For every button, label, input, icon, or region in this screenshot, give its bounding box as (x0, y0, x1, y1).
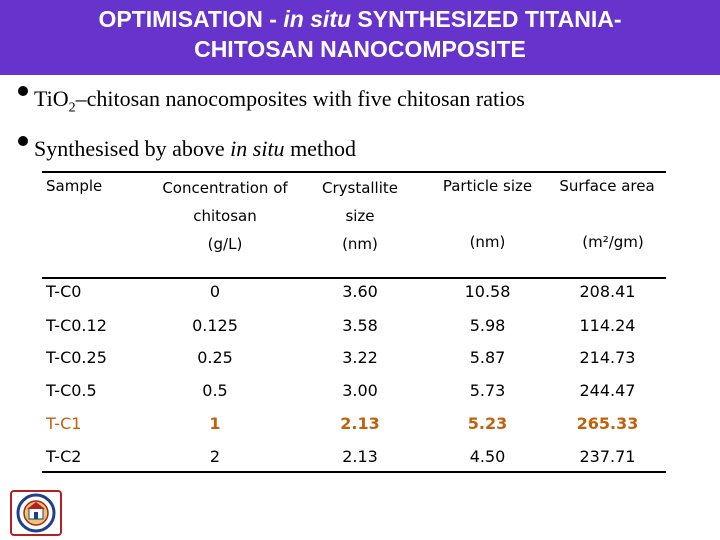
cell-concentration: 0.5 (202, 381, 228, 400)
cell-concentration: 0.25 (197, 348, 233, 367)
cell-sample: T-C0 (46, 282, 82, 301)
cell-concentration: 0.125 (192, 316, 238, 335)
header-sample: Sample (46, 177, 103, 195)
cell-crystallite-highlighted: 2.13 (340, 414, 380, 433)
header-particle-unit: (nm) (469, 233, 506, 251)
cell-sample-highlighted: T-C1 (46, 414, 82, 433)
cell-surface-area-highlighted: 265.33 (576, 414, 639, 433)
university-emblem-icon (10, 490, 62, 536)
header-surface-unit: (m²/gm) (582, 233, 644, 251)
cell-sample: T-C0.12 (46, 316, 107, 335)
cell-surface-area: 208.41 (579, 282, 636, 301)
bullet-dot-icon (18, 86, 28, 96)
cell-surface-area: 214.73 (579, 348, 636, 367)
slide-title (0, 4, 720, 64)
table-header-rule (42, 277, 666, 279)
bullet-item-2: Synthesised by above in situ method (18, 136, 356, 162)
header-surface-area: Surface area (559, 177, 655, 195)
cell-particle-size: 5.98 (469, 316, 506, 335)
cell-crystallite: 3.58 (342, 316, 378, 335)
cell-concentration: 0 (209, 282, 221, 301)
cell-surface-area: 244.47 (579, 381, 636, 400)
cell-concentration: 2 (209, 447, 221, 466)
cell-crystallite: 3.22 (342, 348, 378, 367)
cell-crystallite: 3.00 (342, 381, 378, 400)
bullet-item-1: TiO$_2$–chitosan nanocomposites with five chitosan ratios (18, 86, 525, 116)
header-concentration: Concentration of chitosan (g/L) (162, 179, 288, 253)
cell-particle-size: 5.73 (469, 381, 506, 400)
bullet-dot-icon (18, 136, 28, 146)
cell-sample: T-C0.25 (46, 348, 107, 367)
header-particle-size: Particle size (442, 177, 533, 195)
title-line-2: CHITOSAN NANOCOMPOSITE (194, 36, 526, 62)
title-line-1: OPTIMISATION - in situ SYNTHESIZED TITANIA- (98, 6, 622, 32)
cell-surface-area: 237.71 (579, 447, 636, 466)
cell-crystallite: 3.60 (342, 282, 378, 301)
header-crystallite: Crystallite size (nm) (321, 179, 399, 253)
cell-sample: T-C2 (46, 447, 82, 466)
cell-surface-area: 114.24 (579, 316, 636, 335)
cell-crystallite: 2.13 (342, 447, 378, 466)
cell-concentration-highlighted: 1 (209, 414, 221, 433)
cell-particle-size: 4.50 (469, 447, 506, 466)
cell-sample: T-C0.5 (46, 381, 97, 400)
cell-particle-size: 5.87 (469, 348, 506, 367)
cell-particle-size: 10.58 (464, 282, 511, 301)
table-bottom-rule (42, 471, 666, 473)
cell-particle-size-highlighted: 5.23 (467, 414, 508, 433)
